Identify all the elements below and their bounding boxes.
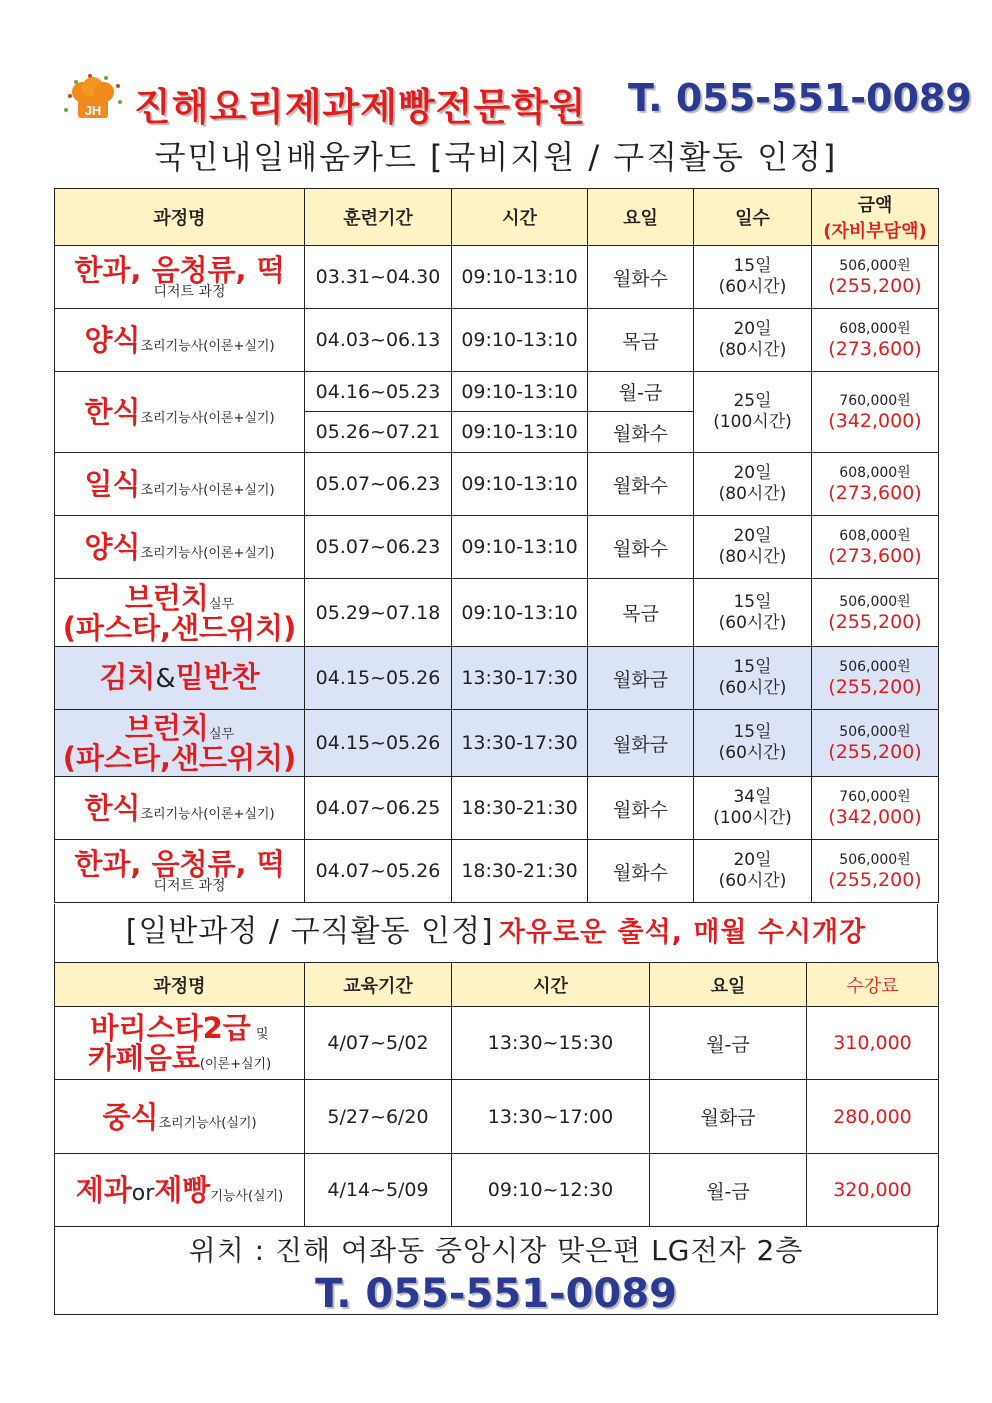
fee-cell: 310,000 <box>807 1007 939 1080</box>
duration-days: 15일 <box>733 657 772 677</box>
course-ampersand: & <box>155 664 176 694</box>
amount-cell <box>812 840 939 903</box>
course-subtitle: 디저트 과정 <box>153 878 226 894</box>
duration-cell <box>694 309 812 372</box>
course-subtitle: 디저트 과정 <box>153 284 226 300</box>
course-cell <box>55 840 305 903</box>
fee-cell: 320,000 <box>807 1154 939 1227</box>
full-price: 506,000원 <box>839 852 911 868</box>
table-row <box>55 516 939 579</box>
header-period: 교육기간 <box>305 963 452 1007</box>
subtitle: 국민내일배움카드 [국비지원 / 구직활동 인정] <box>154 138 838 176</box>
course-suffix: 실무 <box>208 596 235 612</box>
school-name: 진해요리제과제빵전문학원 <box>134 85 587 129</box>
time-cell: 09:10-13:10 <box>452 246 588 309</box>
time-cell: 09:10-13:10 <box>452 309 588 372</box>
self-pay-price: (255,200) <box>828 275 922 297</box>
course-name: 중식 <box>102 1099 159 1134</box>
course-name-line2: (파스타,샌드위치) <box>62 610 297 645</box>
table-row <box>55 372 939 412</box>
days-cell: 월화수 <box>588 246 694 309</box>
course-cell <box>55 710 305 777</box>
time-cell: 09:10-13:10 <box>452 579 588 647</box>
course-suffix: 및 <box>255 1027 269 1042</box>
course-name: 양식 <box>84 530 141 564</box>
header-amount <box>812 189 939 246</box>
table-row <box>55 579 939 647</box>
table-row <box>55 309 939 372</box>
table2-header-row <box>55 963 939 1007</box>
duration-hours: (100시간) <box>713 808 792 828</box>
duration-cell <box>694 647 812 710</box>
header-phone: T. 055-551-0089 <box>628 76 972 120</box>
duration-hours: (60시간) <box>718 678 787 698</box>
full-price: 506,000원 <box>839 724 911 740</box>
days-cell: 월화금 <box>588 710 694 777</box>
period-cell: 04.15~05.26 <box>305 710 452 777</box>
course-cell <box>55 1154 305 1227</box>
course-name-line2: (파스타,샌드위치) <box>62 741 297 775</box>
period-cell: 04.07~06.25 <box>305 777 452 840</box>
header-duration: 일수 <box>694 189 812 246</box>
period-cell: 04.03~06.13 <box>305 309 452 372</box>
self-pay-price: (255,200) <box>828 869 922 891</box>
duration-days: 25일 <box>733 391 772 411</box>
course-suffix: 조리기능사(실기) <box>158 1115 257 1131</box>
full-price: 608,000원 <box>839 321 911 337</box>
table-row <box>55 1080 939 1154</box>
duration-cell <box>694 710 812 777</box>
course-name-b: 제빵 <box>154 1172 211 1207</box>
duration-cell <box>694 516 812 579</box>
duration-cell <box>694 840 812 903</box>
course-name: 브런치 <box>124 580 209 615</box>
time-cell: 13:30~15:30 <box>452 1007 650 1080</box>
duration-cell <box>694 372 812 453</box>
period-cell: 04.15~05.26 <box>305 647 452 710</box>
time-cell: 18:30-21:30 <box>452 840 588 903</box>
time-cell: 13:30~17:00 <box>452 1080 650 1154</box>
duration-days: 15일 <box>733 722 772 742</box>
course-name: 양식 <box>84 323 141 357</box>
course-suffix: 조리기능사(이론+실기) <box>140 411 275 426</box>
amount-cell <box>812 372 939 453</box>
course-name-line2: 카페음료 <box>87 1041 200 1075</box>
duration-cell <box>694 453 812 516</box>
course-name: 김치 <box>99 660 156 694</box>
course-cell <box>55 579 305 647</box>
duration-days: 20일 <box>733 526 772 546</box>
course-suffix: 조리기능사(이론+실기) <box>140 546 275 561</box>
period-cell: 04.16~05.23 <box>305 372 452 412</box>
course-cell <box>55 1007 305 1080</box>
header <box>0 70 992 130</box>
table-row <box>55 246 939 309</box>
header-amount-note: (자비부담액) <box>823 221 927 242</box>
duration-hours: (100시간) <box>713 412 792 432</box>
general-course-banner <box>54 904 938 962</box>
amount-cell <box>812 309 939 372</box>
course-cell <box>55 372 305 453</box>
period-cell: 05.29~07.18 <box>305 579 452 647</box>
duration-days: 20일 <box>733 319 772 339</box>
course-name: 한식 <box>84 791 141 825</box>
duration-cell <box>694 246 812 309</box>
header-course: 과정명 <box>55 189 305 246</box>
amount-cell <box>812 710 939 777</box>
duration-days: 34일 <box>733 787 772 807</box>
self-pay-price: (342,000) <box>828 806 922 828</box>
duration-days: 15일 <box>733 591 772 612</box>
period-cell: 05.07~06.23 <box>305 453 452 516</box>
amount-cell <box>812 516 939 579</box>
time-cell: 13:30-17:30 <box>452 710 588 777</box>
course-cell <box>55 246 305 309</box>
full-price: 760,000원 <box>839 789 911 805</box>
table-row <box>55 710 939 777</box>
header-course: 과정명 <box>55 963 305 1007</box>
time-cell: 09:10-13:10 <box>452 372 588 412</box>
full-price: 608,000원 <box>839 528 911 544</box>
duration-days: 15일 <box>733 256 772 276</box>
days-cell: 월-금 <box>650 1154 807 1227</box>
course-suffix: 조리기능사(이론+실기) <box>140 807 275 822</box>
course-cell <box>55 777 305 840</box>
table1-header-row <box>55 189 939 246</box>
period-cell: 5/27~6/20 <box>305 1080 452 1154</box>
duration-days: 20일 <box>733 463 772 483</box>
general-course-table <box>54 962 939 1227</box>
table-row <box>55 1007 939 1080</box>
self-pay-price: (273,600) <box>828 338 922 360</box>
time-cell: 09:10-13:10 <box>452 412 588 453</box>
days-cell: 목금 <box>588 309 694 372</box>
days-cell: 월화수 <box>588 777 694 840</box>
banner-general-course: [일반과정 / 구직활동 인정] <box>125 914 494 949</box>
course-suffix: 실무 <box>208 727 235 742</box>
svg-text:JH: JH <box>84 103 102 118</box>
table-row <box>55 453 939 516</box>
time-cell: 13:30-17:30 <box>452 647 588 710</box>
location-text: 위치 : 진해 여좌동 중앙시장 맞은편 LG전자 2층 <box>188 1234 804 1267</box>
banner-open-enrollment: 자유로운 출석, 매월 수시개강 <box>498 917 867 948</box>
time-cell: 09:10-13:10 <box>452 453 588 516</box>
course-name: 한과, 음청류, 떡 <box>74 253 285 287</box>
amount-cell <box>812 579 939 647</box>
course-name: 제과 <box>75 1172 132 1207</box>
period-cell: 4/07~5/02 <box>305 1007 452 1080</box>
table-row <box>55 1154 939 1227</box>
course-name: 바리스타2급 <box>90 1011 251 1045</box>
full-price: 506,000원 <box>839 593 911 610</box>
duration-days: 20일 <box>733 850 772 870</box>
days-cell: 월화수 <box>588 453 694 516</box>
self-pay-price: (255,200) <box>828 741 922 763</box>
course-name: 한과, 음청류, 떡 <box>74 847 285 881</box>
header-time: 시간 <box>452 189 588 246</box>
duration-cell <box>694 579 812 647</box>
course-name: 한식 <box>84 395 141 429</box>
chef-hat-logo-icon <box>62 72 124 128</box>
self-pay-price: (342,000) <box>828 410 922 432</box>
days-cell: 월화금 <box>588 647 694 710</box>
amount-cell <box>812 246 939 309</box>
course-or: or <box>131 1180 155 1206</box>
self-pay-price: (255,200) <box>828 610 922 633</box>
course-cell <box>55 647 305 710</box>
course-name-b: 밑반찬 <box>175 660 260 694</box>
full-price: 506,000원 <box>839 258 911 274</box>
days-cell: 월화수 <box>588 412 694 453</box>
duration-hours: (60시간) <box>718 871 787 891</box>
footer-phone: T. 055-551-0089 <box>315 1271 677 1317</box>
period-cell: 03.31~04.30 <box>305 246 452 309</box>
course-name: 일식 <box>84 467 141 501</box>
course-cell <box>55 1080 305 1154</box>
duration-hours: (80시간) <box>718 340 787 360</box>
course-name: 브런치 <box>124 711 209 745</box>
duration-hours: (80시간) <box>718 547 787 567</box>
self-pay-price: (273,600) <box>828 482 922 504</box>
course-suffix: 기능사(실기) <box>210 1188 284 1204</box>
header-fee: 수강료 <box>807 963 939 1007</box>
course-suffix-line2: (이론+실기) <box>199 1057 272 1072</box>
self-pay-price: (273,600) <box>828 545 922 567</box>
fee-cell: 280,000 <box>807 1080 939 1154</box>
days-cell: 월화금 <box>650 1080 807 1154</box>
amount-cell <box>812 453 939 516</box>
time-cell: 18:30-21:30 <box>452 777 588 840</box>
header-days: 요일 <box>650 963 807 1007</box>
course-suffix: 조리기능사(이론+실기) <box>140 339 275 354</box>
amount-cell <box>812 777 939 840</box>
days-cell: 월-금 <box>650 1007 807 1080</box>
table-row <box>55 647 939 710</box>
time-cell: 09:10~12:30 <box>452 1154 650 1227</box>
header-period: 훈련기간 <box>305 189 452 246</box>
days-cell: 목금 <box>588 579 694 647</box>
full-price: 760,000원 <box>839 393 911 409</box>
self-pay-price: (255,200) <box>828 676 922 698</box>
full-price: 608,000원 <box>839 465 911 481</box>
period-cell: 04.07~05.26 <box>305 840 452 903</box>
header-days: 요일 <box>588 189 694 246</box>
days-cell: 월화수 <box>588 516 694 579</box>
time-cell: 09:10-13:10 <box>452 516 588 579</box>
full-price: 506,000원 <box>839 659 911 675</box>
duration-hours: (60시간) <box>718 277 787 297</box>
duration-cell <box>694 777 812 840</box>
header-amount-label: 금액 <box>857 195 893 216</box>
period-cell: 05.26~07.21 <box>305 412 452 453</box>
period-cell: 05.07~06.23 <box>305 516 452 579</box>
period-cell: 4/14~5/09 <box>305 1154 452 1227</box>
duration-hours: (80시간) <box>718 484 787 504</box>
course-suffix: 조리기능사(이론+실기) <box>140 483 275 498</box>
table-row <box>55 777 939 840</box>
government-course-table <box>54 188 939 903</box>
footer <box>54 1225 938 1315</box>
course-cell <box>55 516 305 579</box>
course-cell <box>55 309 305 372</box>
days-cell: 월-금 <box>588 372 694 412</box>
duration-hours: (60시간) <box>718 743 787 763</box>
course-cell <box>55 453 305 516</box>
amount-cell <box>812 647 939 710</box>
table-row <box>55 840 939 903</box>
duration-hours: (60시간) <box>718 612 787 633</box>
header-time: 시간 <box>452 963 650 1007</box>
days-cell: 월화수 <box>588 840 694 903</box>
